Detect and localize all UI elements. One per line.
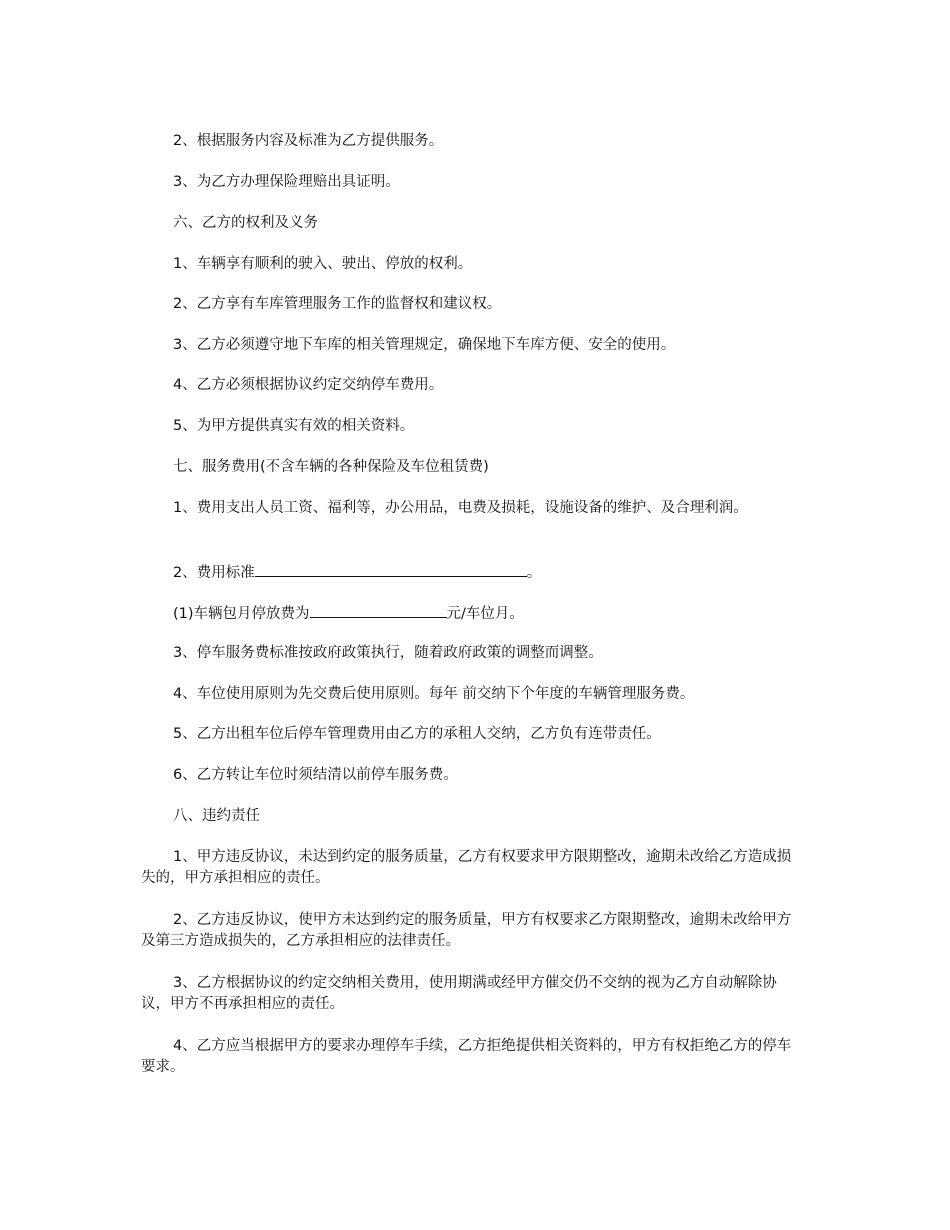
- section-heading: 七、服务费用(不含车辆的各种保险及车位租赁费): [173, 459, 489, 475]
- paragraph: 4、车位使用原则为先交费后使用原则。每年 前交纳下个年度的车辆管理服务费。: [173, 686, 695, 702]
- paragraph: 2、根据服务内容及标准为乙方提供服务。: [173, 133, 444, 149]
- paragraph: 1、费用支出人员工资、福利等，办公用品，电费及损耗，设施设备的维护、及合理利润。: [173, 500, 748, 516]
- monthly-fee-blank: [310, 602, 447, 618]
- fee-standard-label: 2、费用标准: [173, 565, 255, 581]
- paragraph: 1、车辆享有顺利的驶入、驶出、停放的权利。: [173, 256, 473, 272]
- paragraph: 5、为甲方提供真实有效的相关资料。: [173, 418, 415, 434]
- paragraph: 3、停车服务费标准按政府政策执行，随着政府政策的调整而调整。: [173, 645, 603, 661]
- monthly-fee-line: [141, 602, 803, 625]
- paragraph: 3、乙方根据协议的约定交纳相关费用，使用期满或经甲方催交仍不交纳的视为乙方自动解除协议，甲方不再承担相应的责任。: [141, 975, 777, 1012]
- section-heading: 六、乙方的权利及义务: [173, 215, 318, 231]
- fee-standard-blank: [255, 561, 527, 577]
- paragraph: 4、乙方必须根据协议约定交纳停车费用。: [173, 377, 444, 393]
- fee-standard-suffix: 。: [526, 565, 542, 581]
- paragraph: 6、乙方转让车位时须结清以前停车服务费。: [173, 767, 458, 783]
- monthly-fee-label: (1)车辆包月停放费为: [173, 606, 310, 622]
- paragraph: 2、乙方违反协议，使甲方未达到约定的服务质量，甲方有权要求乙方限期整改，逾期未改给甲方及第三方造成损失的，乙方承担相应的法律责任。: [141, 912, 792, 949]
- fee-standard-line: [141, 561, 803, 584]
- paragraph: 5、乙方出租车位后停车管理费用由乙方的承租人交纳，乙方负有连带责任。: [173, 726, 661, 742]
- paragraph: 2、乙方享有车库管理服务工作的监督权和建议权。: [173, 296, 502, 312]
- paragraph: 3、为乙方办理保险理赔出具证明。: [173, 174, 400, 190]
- paragraph: 3、乙方必须遵守地下车库的相关管理规定，确保地下车库方便、安全的使用。: [173, 337, 676, 353]
- monthly-fee-suffix: 元/车位月。: [446, 606, 524, 622]
- section-heading: 八、违约责任: [173, 808, 260, 824]
- paragraph: 4、乙方应当根据甲方的要求办理停车手续，乙方拒绝提供相关资料的，甲方有权拒绝乙方的停车要求。: [141, 1038, 792, 1075]
- paragraph: 1、甲方违反协议，未达到约定的服务质量，乙方有权要求甲方限期整改，逾期未改给乙方造成损失的，甲方承担相应的责任。: [141, 849, 792, 886]
